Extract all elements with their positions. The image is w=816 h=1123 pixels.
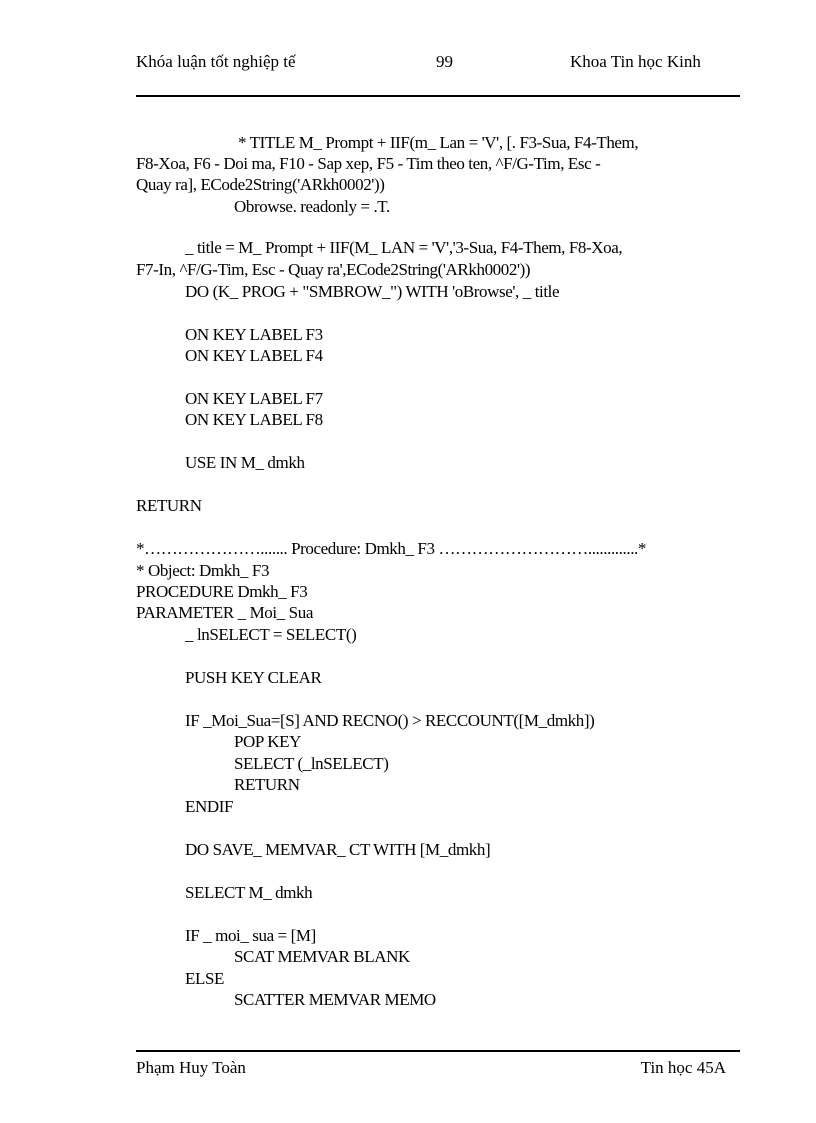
code-line: *…………………....... Procedure: Dmkh_ F3 ……………………….............* <box>136 539 646 558</box>
code-line: SCATTER MEMVAR MEMO <box>234 990 436 1009</box>
code-line: _ lnSELECT = SELECT() <box>185 625 357 644</box>
code-line: Obrowse. readonly = .T. <box>234 197 390 216</box>
code-line: Quay ra], ECode2String('ARkh0002')) <box>136 175 385 194</box>
code-line: F8-Xoa, F6 - Doi ma, F10 - Sap xep, F5 - Tim theo ten, ^F/G-Tim, Esc - <box>136 154 601 173</box>
code-line: ON KEY LABEL F4 <box>185 346 323 365</box>
header-left-text: Khóa luận tốt nghiệp tế <box>136 52 296 71</box>
page-header <box>136 50 740 97</box>
code-line: POP KEY <box>234 732 301 751</box>
code-line: DO (K_ PROG + "SMBROW_") WITH 'oBrowse', _ title <box>185 282 560 301</box>
code-line: ON KEY LABEL F7 <box>185 389 323 408</box>
code-line: SELECT (_lnSELECT) <box>234 754 389 773</box>
code-line: * TITLE M_ Prompt + IIF(m_ Lan = 'V', [. F3-Sua, F4-Them, <box>238 133 639 152</box>
code-line: IF _Moi_Sua=[S] AND RECNO() > RECCOUNT([M_dmkh]) <box>185 711 595 730</box>
code-line: ENDIF <box>185 797 234 816</box>
page-number: 99 <box>436 52 453 71</box>
code-line: * Object: Dmkh_ F3 <box>136 561 270 580</box>
code-line: _ title = M_ Prompt + IIF(M_ LAN = 'V','3-Sua, F4-Them, F8-Xoa, <box>185 238 623 257</box>
page-footer <box>136 1050 740 1077</box>
code-line: IF _ moi_ sua = [M] <box>185 926 316 945</box>
code-line: RETURN <box>234 775 300 794</box>
code-line: ON KEY LABEL F3 <box>185 325 323 344</box>
header-right-text: Khoa Tin học Kinh <box>570 52 701 71</box>
code-line: PROCEDURE Dmkh_ F3 <box>136 582 308 601</box>
code-line: ELSE <box>185 969 225 988</box>
footer-class: Tin học 45A <box>640 1058 726 1077</box>
code-line: RETURN <box>136 496 202 515</box>
code-line: F7-In, ^F/G-Tim, Esc - Quay ra',ECode2String('ARkh0002')) <box>136 260 531 279</box>
code-line: DO SAVE_ MEMVAR_ CT WITH [M_dmkh] <box>185 840 491 859</box>
code-line: SCAT MEMVAR BLANK <box>234 947 410 966</box>
code-line: USE IN M_ dmkh <box>185 453 305 472</box>
code-line: SELECT M_ dmkh <box>185 883 313 902</box>
code-line: ON KEY LABEL F8 <box>185 410 323 429</box>
footer-author: Phạm Huy Toàn <box>136 1058 246 1077</box>
code-line: PARAMETER _ Moi_ Sua <box>136 603 313 622</box>
code-line: PUSH KEY CLEAR <box>185 668 322 687</box>
